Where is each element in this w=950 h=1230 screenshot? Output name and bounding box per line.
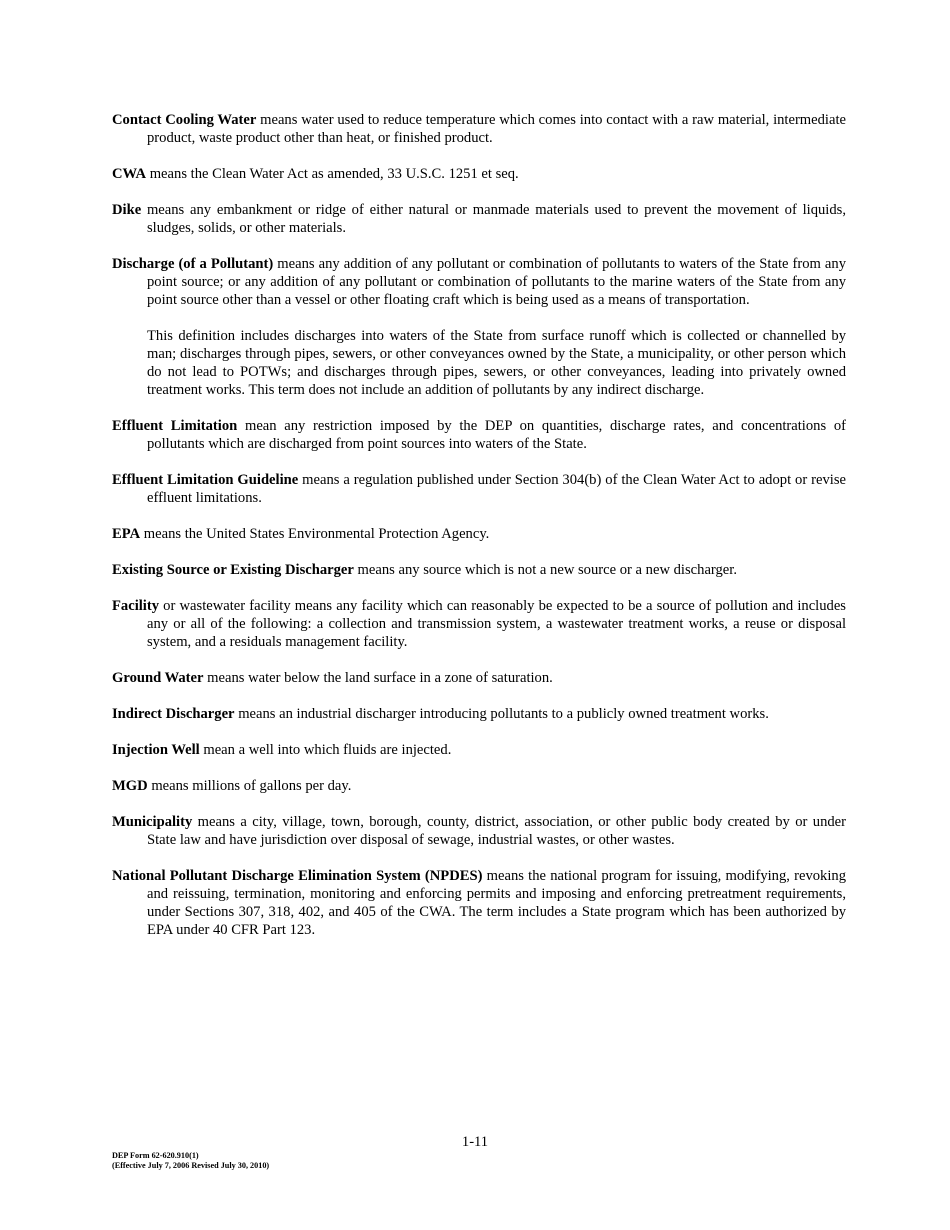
definition-text: This definition includes discharges into waters of the State from surface runoff which is collected or channelled by man; discharges through pipes, sewers, or other conveyances owned by the State, a municipality, or other person which do not lead to POTWs; and discharges through pipes, sewers, or other conveyances, leading into privately owned treatment works. This term does not include an addition of pollutants by any indirect discharge. [147, 328, 846, 398]
definition-effluent-limitation [112, 417, 846, 453]
definition-indirect-discharger [112, 705, 846, 723]
definition-text: means any embankment or ridge of either natural or manmade materials used to prevent the movement of liquids, sludges, solids, or other materials. [141, 202, 846, 236]
definition-text: means water used to reduce temperature which comes into contact with a raw material, intermediate product, waste product other than heat, or finished product. [147, 112, 846, 146]
definition-npdes [112, 867, 846, 939]
definition-term: Discharge (of a Pollutant) [112, 256, 274, 272]
definition-term: National Pollutant Discharge Elimination System (NPDES) [112, 868, 483, 884]
definition-text: means water below the land surface in a zone of saturation. [203, 670, 553, 686]
definition-term: Municipality [112, 814, 193, 830]
definition-term: EPA [112, 526, 141, 542]
definition-dike [112, 201, 846, 237]
definition-mgd [112, 777, 846, 795]
definition-text: means the United States Environmental Protection Agency. [140, 526, 490, 542]
definition-term: Ground Water [112, 670, 204, 686]
definition-term: Indirect Discharger [112, 706, 235, 722]
definition-term: Contact Cooling Water [112, 112, 257, 128]
definition-text: means millions of gallons per day. [147, 778, 352, 794]
definition-text: means a regulation published under Section 304(b) of the Clean Water Act to adopt or revise effluent limitations. [147, 472, 846, 506]
definition-discharge-continuation [112, 327, 846, 399]
form-effective-date: (Effective July 7, 2006 Revised July 30, 2010) [112, 1161, 270, 1170]
definition-municipality [112, 813, 846, 849]
definition-term: Injection Well [112, 742, 200, 758]
definition-facility [112, 597, 846, 651]
page-number: 1-11 [461, 1134, 489, 1150]
definition-text: means the Clean Water Act as amended, 33 U.S.C. 1251 et seq. [146, 166, 519, 182]
definition-term: Dike [112, 202, 142, 218]
definition-contact-cooling-water [112, 111, 846, 147]
definition-text: mean a well into which fluids are injected. [199, 742, 452, 758]
definition-text: or wastewater facility means any facility which can reasonably be expected to be a source of pollution and includes any or all of the following: a collection and transmission system, a wastewater treatment works, a reuse or disposal system, and a residuals management facility. [147, 598, 846, 650]
definition-text: means an industrial discharger introducing pollutants to a publicly owned treatment works. [234, 706, 769, 722]
definition-term: Effluent Limitation [112, 418, 238, 434]
definition-text: means a city, village, town, borough, county, district, association, or other public body created by or under State law and have jurisdiction over disposal of sewage, industrial wastes, or other wastes. [147, 814, 846, 848]
definition-cwa [112, 165, 846, 183]
form-number: DEP Form 62-620.910(1) [112, 1151, 199, 1160]
definition-ground-water [112, 669, 846, 687]
definition-epa [112, 525, 846, 543]
definition-effluent-limitation-guideline [112, 471, 846, 507]
definition-term: MGD [112, 778, 148, 794]
definition-text: means the national program for issuing, modifying, revoking and reissuing, termination, monitoring and enforcing permits and imposing and enforcing pretreatment requirements, under Sections 307, 318, 402, and 405 of the CWA. The term includes a State program which has been authorized by EPA under 40 CFR Part 123. [147, 868, 847, 938]
definition-injection-well [112, 741, 846, 759]
definitions-list [112, 111, 846, 957]
definition-term: Facility [112, 598, 160, 614]
definition-term: CWA [112, 166, 147, 182]
definition-discharge [112, 255, 846, 309]
definition-term: Existing Source or Existing Discharger [112, 562, 354, 578]
definition-existing-source [112, 561, 846, 579]
form-info [112, 1151, 269, 1171]
definition-text: mean any restriction imposed by the DEP on quantities, discharge rates, and concentrations of pollutants which are discharged from point sources into waters of the State. [147, 418, 846, 452]
definition-text: means any source which is not a new source or a new discharger. [353, 562, 737, 578]
definition-text: means any addition of any pollutant or combination of pollutants to waters of the State from any point source; or any addition of any pollutant or combination of pollutants to the marine waters of the State from any point source other than a vessel or other floating craft which is being used as a means of transportation. [147, 256, 846, 308]
definition-term: Effluent Limitation Guideline [112, 472, 299, 488]
